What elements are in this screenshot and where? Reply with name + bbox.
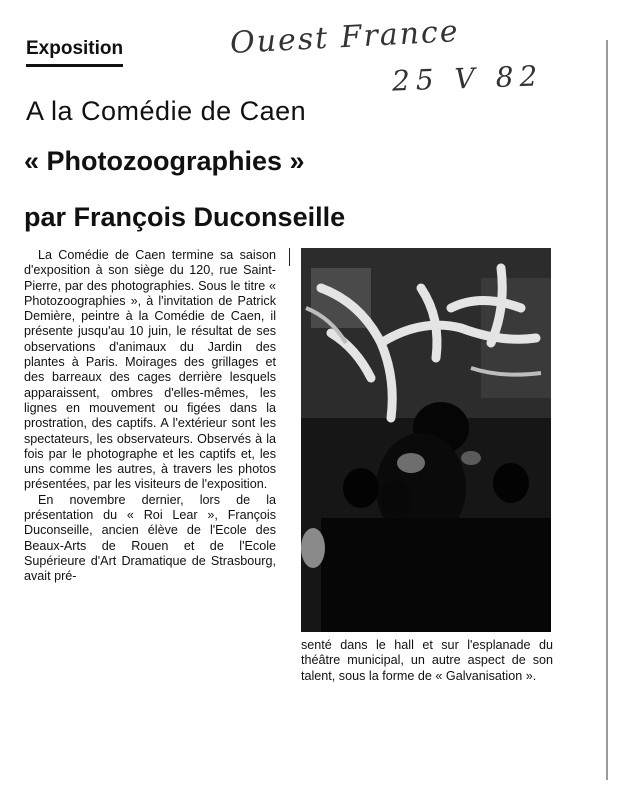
headline-venue: A la Comédie de Caen (26, 96, 307, 126)
headline-title: « Photozoographies » (24, 146, 305, 176)
handwritten-date-note: 25 V 82 (391, 59, 544, 98)
article-paragraph-1: La Comédie de Caen termine sa saison d'exposition à son siège du 120, rue Saint-Pierre, par des photographies. Sous le titre « Photozoographies », à l'invitation de Patrick Demière, peintre à la Comédie de Caen, il présente jusqu'au 10 juin, le résultat de ses observations d'animaux du Jardin des plantes à Paris. Moirages des grillages et des barreaux des cages derrière lesquels apparaissent, ombres d'elles-mêmes, les lignes en mouvement ou figées dans la prostration, des captifs. A l'extérieur sont les spectateurs, les observateurs. Observés à la fois par le photographe et les captifs et, les uns comme les autres, à travers les photos présentées, par les visiteurs de l'exposition. (24, 248, 276, 492)
article-paragraph-2: En novembre dernier, lors de la présentation du « Roi Lear », François Duconseille, ancien élève de l'Ecole des Beaux-Arts de Rouen et de l'Ecole Supérieure d'Art Dramatique de Strasbourg, avait pré- (24, 492, 276, 584)
headline-author: par François Duconseille (24, 202, 346, 232)
article-column-right: senté dans le hall et sur l'esplanade du théâtre municipal, un autre aspect de son talent, sous la forme de « Galvanisation ». (301, 638, 553, 683)
handwritten-source-note: Ouest France (229, 14, 461, 61)
clipping-edge (606, 40, 608, 780)
article-photo (301, 248, 551, 632)
column-rule (289, 248, 290, 266)
section-label: Exposition (26, 38, 123, 67)
article-column-left (24, 248, 276, 585)
